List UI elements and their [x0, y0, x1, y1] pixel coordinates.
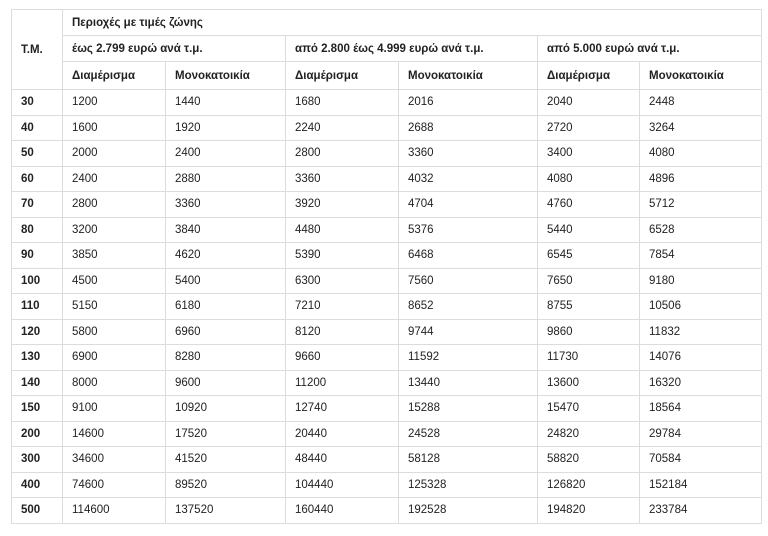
table-cell: 3920	[286, 192, 399, 218]
table-cell: 18564	[640, 396, 762, 422]
table-cell: 4032	[399, 166, 538, 192]
table-cell: 24820	[538, 421, 640, 447]
table-cell: 233784	[640, 498, 762, 524]
table-cell: 14600	[63, 421, 166, 447]
row-area-cell: 30	[12, 90, 63, 116]
table-cell: 7854	[640, 243, 762, 269]
subheader-apartment: Διαμέρισμα	[538, 62, 640, 90]
table-cell: 2400	[63, 166, 166, 192]
table-cell: 8280	[166, 345, 286, 371]
table-row	[12, 319, 762, 345]
table-cell: 1920	[166, 115, 286, 141]
table-cell: 8000	[63, 370, 166, 396]
table-cell: 3850	[63, 243, 166, 269]
row-area-cell: 80	[12, 217, 63, 243]
table-cell: 4500	[63, 268, 166, 294]
table-cell: 9600	[166, 370, 286, 396]
table-cell: 5376	[399, 217, 538, 243]
table-cell: 5390	[286, 243, 399, 269]
table-cell: 4760	[538, 192, 640, 218]
table-cell: 10920	[166, 396, 286, 422]
table-cell: 2040	[538, 90, 640, 116]
table-cell: 58128	[399, 447, 538, 473]
table-cell: 48440	[286, 447, 399, 473]
table-cell: 2880	[166, 166, 286, 192]
table-cell: 1680	[286, 90, 399, 116]
table-cell: 89520	[166, 472, 286, 498]
table-cell: 160440	[286, 498, 399, 524]
table-cell: 2720	[538, 115, 640, 141]
table-cell: 104440	[286, 472, 399, 498]
table-cell: 2800	[286, 141, 399, 167]
table-cell: 2688	[399, 115, 538, 141]
table-row	[12, 447, 762, 473]
table-cell: 1440	[166, 90, 286, 116]
table-cell: 12740	[286, 396, 399, 422]
table-cell: 9744	[399, 319, 538, 345]
table-cell: 2000	[63, 141, 166, 167]
row-area-cell: 110	[12, 294, 63, 320]
table-cell: 15470	[538, 396, 640, 422]
table-cell: 9180	[640, 268, 762, 294]
table-row	[12, 472, 762, 498]
table-cell: 3840	[166, 217, 286, 243]
table-cell: 2448	[640, 90, 762, 116]
row-area-cell: 300	[12, 447, 63, 473]
table-cell: 7560	[399, 268, 538, 294]
table-cell: 8652	[399, 294, 538, 320]
table-row	[12, 396, 762, 422]
table-cell: 2800	[63, 192, 166, 218]
table-row	[12, 166, 762, 192]
table-cell: 4620	[166, 243, 286, 269]
table-cell: 11592	[399, 345, 538, 371]
table-cell: 10506	[640, 294, 762, 320]
row-area-cell: 100	[12, 268, 63, 294]
row-area-cell: 120	[12, 319, 63, 345]
subheader-house: Μονοκατοικία	[166, 62, 286, 90]
table-cell: 8120	[286, 319, 399, 345]
table-cell: 58820	[538, 447, 640, 473]
zone-header-3: από 5.000 ευρώ ανά τ.μ.	[538, 36, 762, 62]
table-cell: 6900	[63, 345, 166, 371]
table-cell: 6528	[640, 217, 762, 243]
group-header: Περιοχές με τιμές ζώνης	[63, 10, 762, 36]
table-cell: 2240	[286, 115, 399, 141]
table-cell: 1600	[63, 115, 166, 141]
subheader-apartment: Διαμέρισμα	[286, 62, 399, 90]
table-row	[12, 294, 762, 320]
table-cell: 20440	[286, 421, 399, 447]
header-row-types	[12, 62, 762, 90]
table-cell: 15288	[399, 396, 538, 422]
header-row-zones	[12, 36, 762, 62]
table-cell: 9860	[538, 319, 640, 345]
table-cell: 6545	[538, 243, 640, 269]
price-table-container	[11, 9, 761, 524]
row-area-cell: 200	[12, 421, 63, 447]
table-cell: 3400	[538, 141, 640, 167]
table-cell: 4480	[286, 217, 399, 243]
table-cell: 3360	[399, 141, 538, 167]
row-area-cell: 40	[12, 115, 63, 141]
row-area-cell: 150	[12, 396, 63, 422]
zone-header-2: από 2.800 έως 4.999 ευρώ ανά τ.μ.	[286, 36, 538, 62]
table-cell: 7210	[286, 294, 399, 320]
row-area-cell: 70	[12, 192, 63, 218]
table-cell: 8755	[538, 294, 640, 320]
table-cell: 11832	[640, 319, 762, 345]
table-cell: 1200	[63, 90, 166, 116]
table-row	[12, 115, 762, 141]
table-cell: 5400	[166, 268, 286, 294]
row-area-cell: 140	[12, 370, 63, 396]
table-row	[12, 421, 762, 447]
table-cell: 9100	[63, 396, 166, 422]
table-cell: 5150	[63, 294, 166, 320]
table-cell: 126820	[538, 472, 640, 498]
zone-header-1: έως 2.799 ευρώ ανά τ.μ.	[63, 36, 286, 62]
table-cell: 70584	[640, 447, 762, 473]
table-cell: 17520	[166, 421, 286, 447]
table-cell: 114600	[63, 498, 166, 524]
table-row	[12, 243, 762, 269]
table-row	[12, 498, 762, 524]
table-cell: 6180	[166, 294, 286, 320]
table-cell: 16320	[640, 370, 762, 396]
table-cell: 3360	[286, 166, 399, 192]
table-cell: 3200	[63, 217, 166, 243]
table-cell: 24528	[399, 421, 538, 447]
row-area-cell: 500	[12, 498, 63, 524]
subheader-house: Μονοκατοικία	[640, 62, 762, 90]
table-cell: 7650	[538, 268, 640, 294]
table-cell: 4080	[538, 166, 640, 192]
table-cell: 6300	[286, 268, 399, 294]
table-row	[12, 370, 762, 396]
subheader-house: Μονοκατοικία	[399, 62, 538, 90]
table-cell: 4896	[640, 166, 762, 192]
table-row	[12, 90, 762, 116]
table-cell: 9660	[286, 345, 399, 371]
table-cell: 74600	[63, 472, 166, 498]
table-cell: 4080	[640, 141, 762, 167]
table-cell: 11730	[538, 345, 640, 371]
row-area-cell: 50	[12, 141, 63, 167]
table-cell: 137520	[166, 498, 286, 524]
tm-header: Τ.Μ.	[12, 10, 63, 90]
table-row	[12, 345, 762, 371]
table-cell: 192528	[399, 498, 538, 524]
table-cell: 4704	[399, 192, 538, 218]
table-cell: 34600	[63, 447, 166, 473]
table-cell: 13600	[538, 370, 640, 396]
table-row	[12, 192, 762, 218]
table-cell: 3360	[166, 192, 286, 218]
table-cell: 6468	[399, 243, 538, 269]
table-body	[12, 90, 762, 524]
table-cell: 11200	[286, 370, 399, 396]
table-row	[12, 268, 762, 294]
row-area-cell: 90	[12, 243, 63, 269]
table-cell: 5712	[640, 192, 762, 218]
table-cell: 5440	[538, 217, 640, 243]
table-cell: 125328	[399, 472, 538, 498]
subheader-apartment: Διαμέρισμα	[63, 62, 166, 90]
table-row	[12, 217, 762, 243]
table-cell: 194820	[538, 498, 640, 524]
table-cell: 2400	[166, 141, 286, 167]
table-cell: 14076	[640, 345, 762, 371]
table-cell: 5800	[63, 319, 166, 345]
table-row	[12, 141, 762, 167]
row-area-cell: 130	[12, 345, 63, 371]
table-cell: 41520	[166, 447, 286, 473]
table-cell: 13440	[399, 370, 538, 396]
table-cell: 6960	[166, 319, 286, 345]
table-cell: 152184	[640, 472, 762, 498]
price-table	[11, 9, 762, 524]
header-row-group	[12, 10, 762, 36]
row-area-cell: 400	[12, 472, 63, 498]
row-area-cell: 60	[12, 166, 63, 192]
table-cell: 29784	[640, 421, 762, 447]
table-cell: 3264	[640, 115, 762, 141]
table-cell: 2016	[399, 90, 538, 116]
